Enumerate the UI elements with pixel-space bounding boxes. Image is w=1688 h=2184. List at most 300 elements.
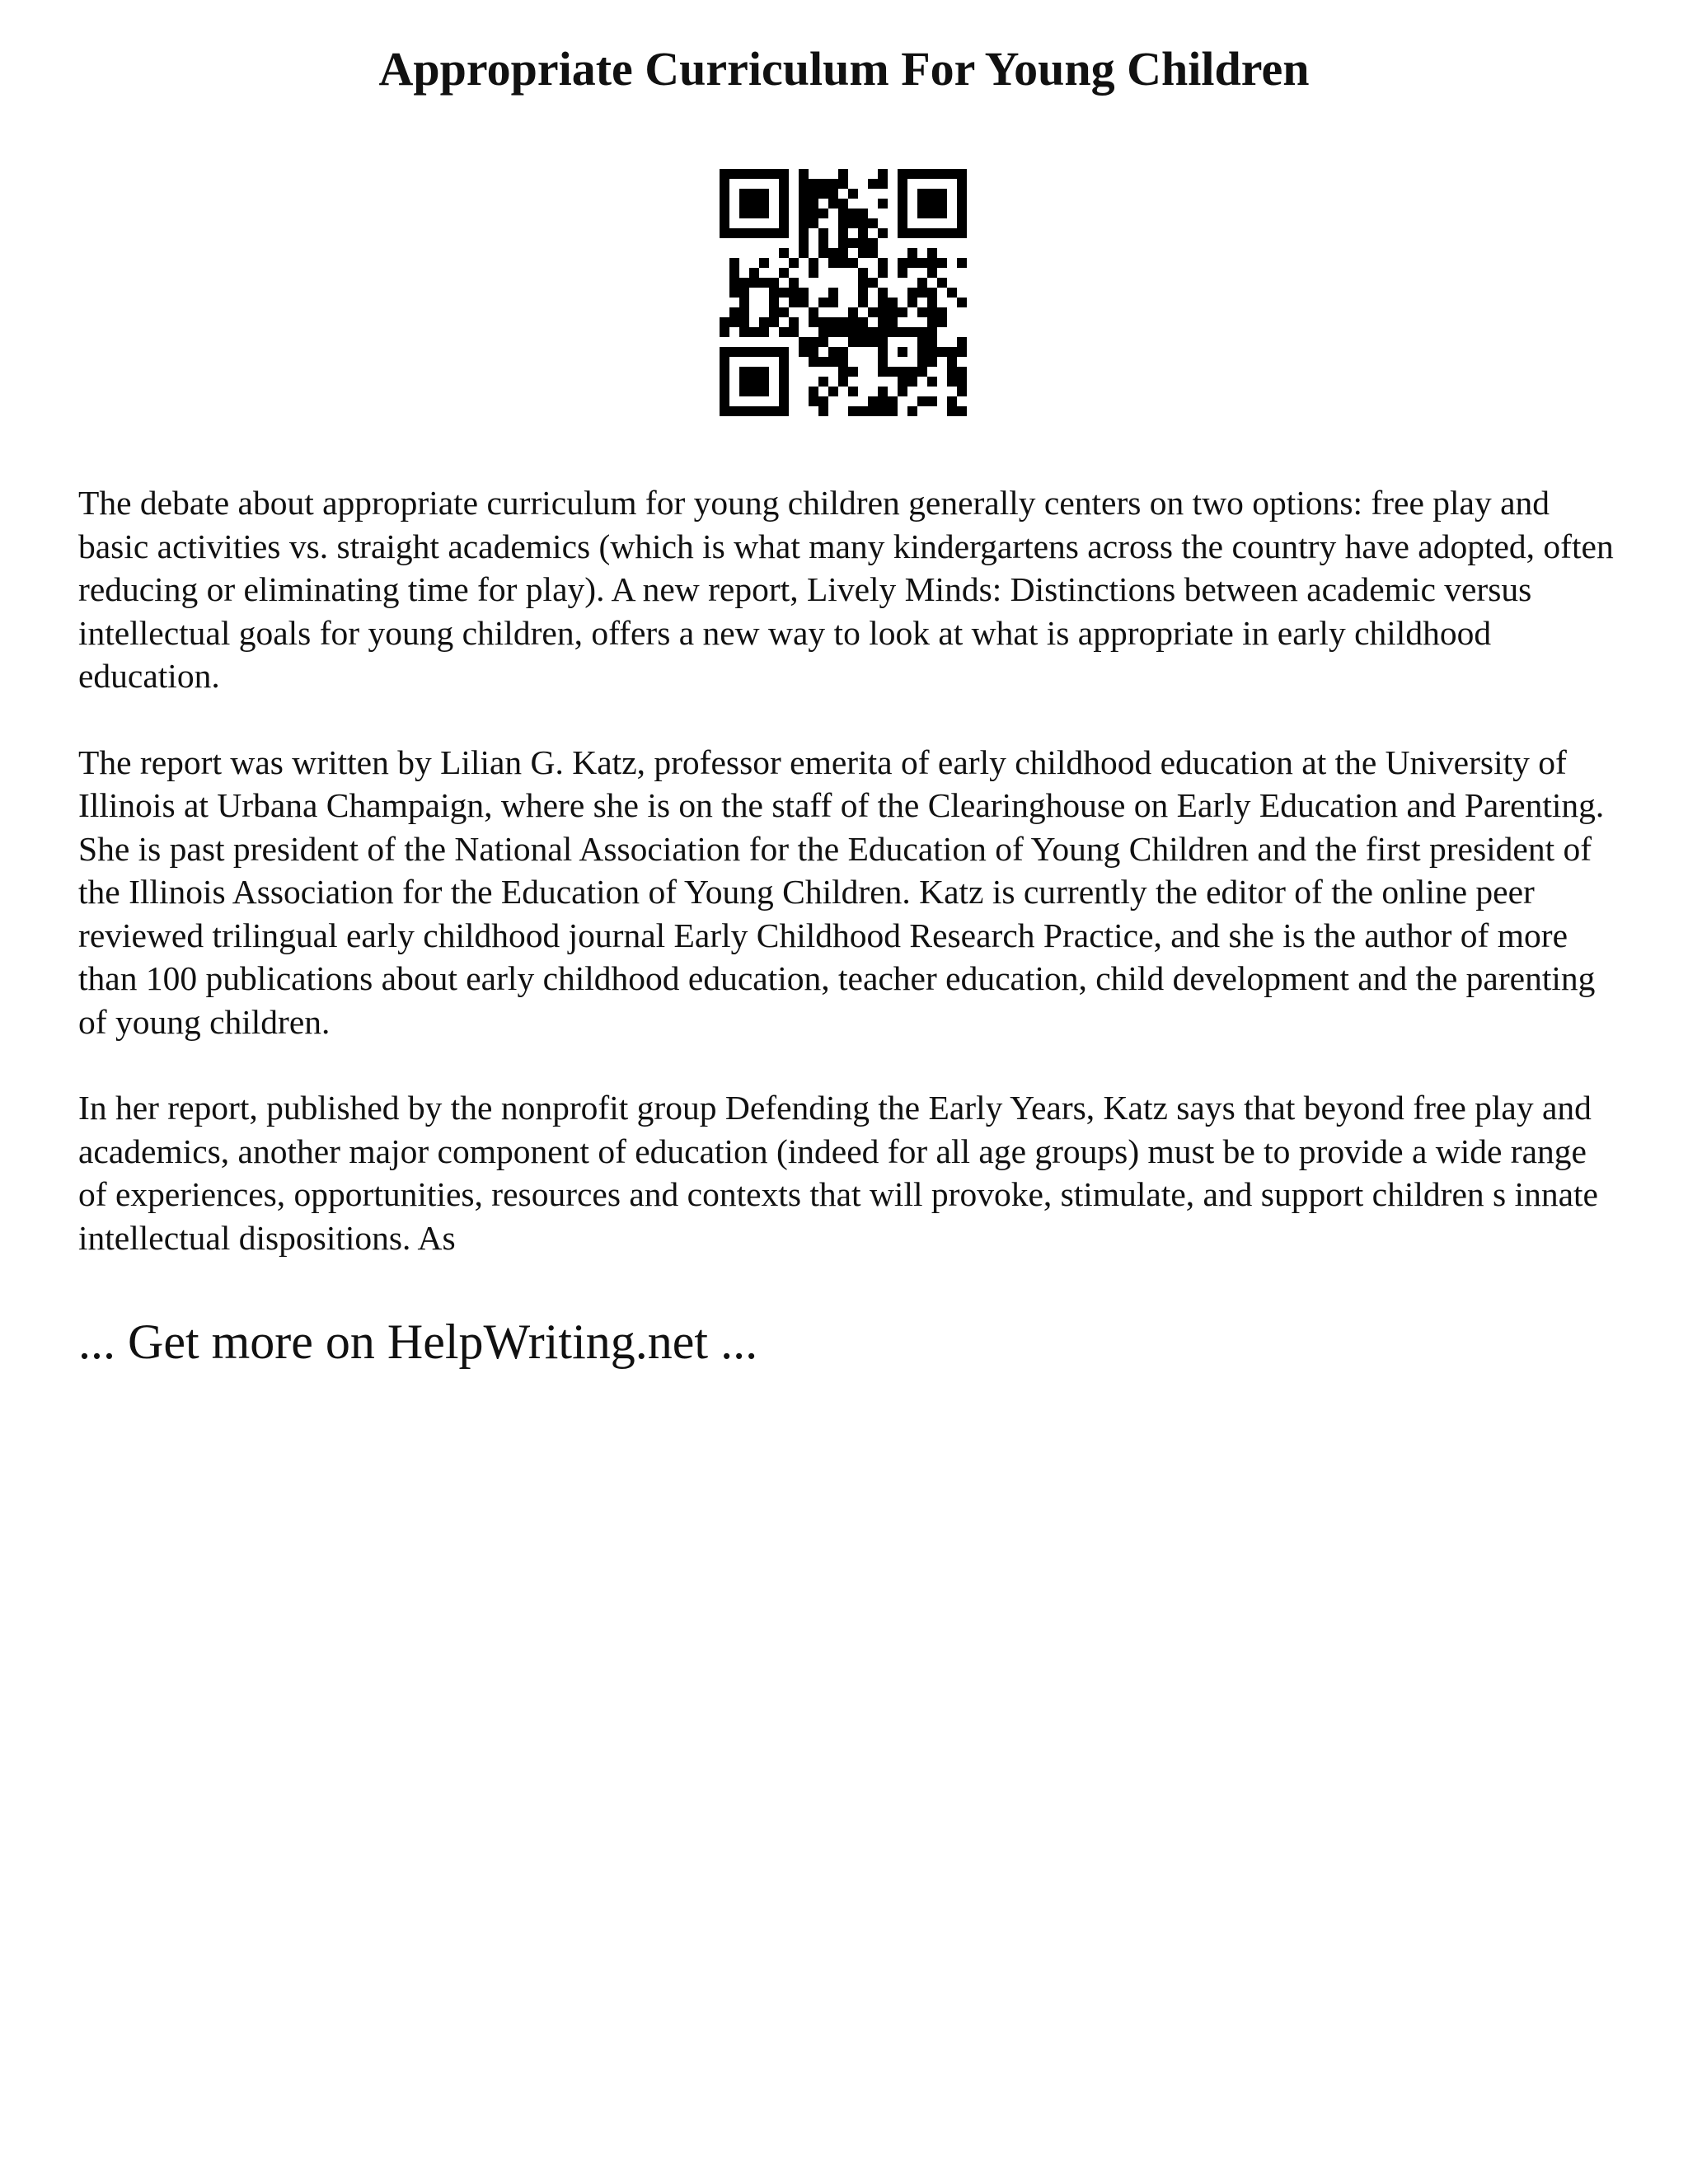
qr-module: [917, 288, 927, 298]
qr-module: [848, 406, 858, 416]
qr-module: [888, 317, 898, 327]
qr-module: [720, 218, 729, 228]
qr-module: [927, 268, 937, 278]
qr-module: [799, 169, 809, 179]
qr-module: [739, 377, 749, 387]
qr-module: [858, 298, 868, 307]
qr-module: [838, 248, 848, 258]
qr-module: [858, 327, 868, 337]
qr-module: [858, 317, 868, 327]
qr-module: [898, 228, 907, 238]
qr-module: [759, 377, 769, 387]
qr-module: [739, 209, 749, 218]
qr-module: [838, 347, 848, 357]
qr-module: [957, 189, 967, 199]
qr-module: [957, 406, 967, 416]
qr-module: [838, 238, 848, 248]
qr-module: [799, 288, 809, 298]
qr-module: [947, 357, 957, 367]
qr-module: [878, 228, 888, 238]
qr-module: [868, 248, 878, 258]
qr-module: [799, 189, 809, 199]
qr-module: [809, 218, 818, 228]
qr-module: [720, 377, 729, 387]
qr-module: [769, 278, 779, 288]
qr-module: [957, 179, 967, 189]
qr-module: [907, 288, 917, 298]
qr-module: [818, 396, 828, 406]
qr-module: [858, 218, 868, 228]
qr-module: [927, 337, 937, 347]
qr-module: [947, 396, 957, 406]
qr-module: [759, 228, 769, 238]
qr-module: [769, 288, 779, 298]
qr-module: [858, 288, 868, 298]
qr-module: [769, 228, 779, 238]
qr-module: [749, 367, 759, 377]
qr-module: [779, 327, 789, 337]
qr-module: [828, 357, 838, 367]
qr-module: [898, 258, 907, 268]
qr-module: [779, 248, 789, 258]
qr-module: [729, 307, 739, 317]
qr-module: [927, 209, 937, 218]
qr-module: [957, 337, 967, 347]
qr-module: [888, 307, 898, 317]
qr-module: [917, 258, 927, 268]
qr-module: [779, 357, 789, 367]
qr-module: [888, 396, 898, 406]
qr-module: [917, 327, 927, 337]
qr-module: [858, 209, 868, 218]
qr-module: [917, 307, 927, 317]
qr-module: [947, 347, 957, 357]
qr-module: [729, 317, 739, 327]
qr-module: [759, 317, 769, 327]
qr-module: [749, 406, 759, 416]
qr-module: [779, 396, 789, 406]
qr-module: [759, 387, 769, 396]
qr-module: [848, 337, 858, 347]
qr-module: [947, 228, 957, 238]
qr-module: [927, 396, 937, 406]
qr-module: [749, 189, 759, 199]
qr-module: [927, 307, 937, 317]
qr-module: [947, 406, 957, 416]
qr-module: [720, 199, 729, 209]
qr-module: [749, 268, 759, 278]
qr-module: [809, 209, 818, 218]
qr-module: [818, 209, 828, 218]
qr-module: [828, 248, 838, 258]
qr-module: [739, 169, 749, 179]
qr-module: [789, 298, 799, 307]
qr-module: [917, 199, 927, 209]
qr-module: [809, 179, 818, 189]
qr-module: [937, 347, 947, 357]
qr-module: [878, 268, 888, 278]
qr-module: [957, 298, 967, 307]
qr-module: [848, 317, 858, 327]
qr-module: [828, 317, 838, 327]
qr-module: [789, 317, 799, 327]
qr-module: [838, 179, 848, 189]
qr-module: [759, 209, 769, 218]
qr-module: [907, 169, 917, 179]
qr-module: [739, 307, 749, 317]
qr-module: [720, 396, 729, 406]
qr-module: [878, 357, 888, 367]
paragraph-3: In her report, published by the nonprofit group Defending the Early Years, Katz says that beyond free play and academics, another major component of education (indeed for all age groups) must be to provide a wide range of experiences, opportunities, resources and contexts that will provoke, stimulate, and support children s innate intellectual dispositions. As: [78, 1089, 1598, 1257]
qr-module: [739, 228, 749, 238]
qr-module: [937, 278, 947, 288]
qr-module: [917, 189, 927, 199]
document-title: Appropriate Curriculum For Young Children: [378, 42, 1310, 96]
qr-code-icon: [720, 169, 967, 416]
qr-module: [878, 169, 888, 179]
qr-module: [739, 288, 749, 298]
paragraph-2: The report was written by Lilian G. Katz, professor emerita of early childhood education at the University of Illinois at Urbana Champaign, where she is on the staff of the Clearinghouse on Early Education and Parenting. She is past president of the National Association for the Education of Young Children and the first president of the Illinois Association for the Education of Young Children. Katz is currently the editor of the online peer reviewed trilingual early childhood journal Early Childhood Research Practice, and she is the author of more than 100 publications about early childhood education, teacher education, child development and the parenting of young children.: [78, 743, 1605, 1041]
qr-module: [720, 357, 729, 367]
qr-module: [898, 199, 907, 209]
qr-module: [898, 169, 907, 179]
qr-module: [907, 248, 917, 258]
qr-module: [779, 209, 789, 218]
qr-module: [917, 367, 927, 377]
qr-module: [927, 327, 937, 337]
qr-module: [828, 387, 838, 396]
qr-module: [809, 387, 818, 396]
qr-module: [937, 317, 947, 327]
qr-module: [878, 367, 888, 377]
qr-module: [799, 179, 809, 189]
qr-module: [720, 367, 729, 377]
qr-module: [927, 298, 937, 307]
qr-module: [779, 218, 789, 228]
qr-module: [838, 357, 848, 367]
qr-module: [720, 179, 729, 189]
qr-module: [739, 199, 749, 209]
qr-module: [898, 268, 907, 278]
qr-module: [749, 327, 759, 337]
qr-module: [818, 327, 828, 337]
qr-module: [809, 396, 818, 406]
qr-module: [858, 238, 868, 248]
qr-module: [898, 209, 907, 218]
qr-module: [848, 258, 858, 268]
qr-module: [720, 406, 729, 416]
qr-module: [927, 169, 937, 179]
qr-module: [749, 209, 759, 218]
qr-module: [809, 357, 818, 367]
qr-module: [858, 278, 868, 288]
qr-module: [720, 169, 729, 179]
qr-module: [888, 298, 898, 307]
qr-module: [878, 317, 888, 327]
qr-module: [957, 209, 967, 218]
qr-module: [809, 258, 818, 268]
qr-module: [917, 228, 927, 238]
qr-module: [878, 396, 888, 406]
qr-module: [838, 377, 848, 387]
qr-module: [739, 406, 749, 416]
qr-module: [937, 209, 947, 218]
qr-module: [769, 169, 779, 179]
qr-module: [898, 347, 907, 357]
qr-module: [957, 377, 967, 387]
qr-module: [818, 248, 828, 258]
qr-module: [739, 347, 749, 357]
qr-module: [917, 209, 927, 218]
qr-module: [917, 357, 927, 367]
qr-module: [878, 406, 888, 416]
qr-module: [749, 387, 759, 396]
qr-module: [779, 228, 789, 238]
qr-module: [739, 387, 749, 396]
qr-module: [917, 347, 927, 357]
qr-module: [779, 406, 789, 416]
qr-module: [898, 327, 907, 337]
qr-module: [878, 258, 888, 268]
qr-module: [858, 248, 868, 258]
qr-module: [749, 278, 759, 288]
qr-module: [818, 406, 828, 416]
qr-module: [868, 278, 878, 288]
qr-module: [739, 317, 749, 327]
qr-module: [799, 298, 809, 307]
qr-module: [858, 228, 868, 238]
qr-module: [878, 337, 888, 347]
qr-module: [759, 169, 769, 179]
qr-module: [927, 347, 937, 357]
qr-module: [799, 228, 809, 238]
qr-module: [809, 347, 818, 357]
qr-module: [759, 258, 769, 268]
qr-module: [799, 199, 809, 209]
qr-module: [878, 347, 888, 357]
qr-module: [927, 377, 937, 387]
qr-module: [937, 228, 947, 238]
qr-module: [739, 327, 749, 337]
qr-module: [818, 179, 828, 189]
qr-module: [779, 347, 789, 357]
qr-module: [907, 367, 917, 377]
qr-module: [848, 189, 858, 199]
qr-module: [848, 307, 858, 317]
qr-module: [898, 377, 907, 387]
qr-module: [898, 367, 907, 377]
qr-module: [779, 367, 789, 377]
qr-module: [937, 169, 947, 179]
qr-module: [828, 199, 838, 209]
qr-module: [927, 199, 937, 209]
qr-module: [838, 228, 848, 238]
qr-module: [838, 327, 848, 337]
qr-module: [957, 387, 967, 396]
qr-module: [729, 278, 739, 288]
qr-module: [927, 317, 937, 327]
qr-module: [739, 189, 749, 199]
qr-module: [739, 278, 749, 288]
qr-module: [848, 327, 858, 337]
qr-module: [868, 406, 878, 416]
qr-module: [838, 258, 848, 268]
qr-module: [749, 228, 759, 238]
qr-module: [759, 367, 769, 377]
qr-module: [868, 307, 878, 317]
qr-module: [720, 189, 729, 199]
qr-module: [937, 258, 947, 268]
qr-module: [769, 317, 779, 327]
qr-module: [828, 258, 838, 268]
qr-module: [799, 238, 809, 248]
qr-module: [779, 189, 789, 199]
qr-module: [749, 169, 759, 179]
qr-module: [868, 218, 878, 228]
qr-module: [907, 377, 917, 387]
qr-module: [927, 248, 937, 258]
qr-module: [848, 387, 858, 396]
qr-module: [720, 317, 729, 327]
qr-module: [789, 288, 799, 298]
qr-module: [937, 189, 947, 199]
qr-module: [917, 396, 927, 406]
qr-module: [799, 337, 809, 347]
qr-module: [799, 347, 809, 357]
qr-module: [729, 228, 739, 238]
qr-module: [878, 298, 888, 307]
qr-module: [779, 268, 789, 278]
qr-module: [898, 307, 907, 317]
qr-module: [957, 199, 967, 209]
qr-module: [868, 327, 878, 337]
qr-module: [858, 268, 868, 278]
qr-module: [828, 298, 838, 307]
qr-module: [779, 288, 789, 298]
qr-module: [858, 337, 868, 347]
qr-module: [898, 387, 907, 396]
qr-module: [828, 288, 838, 298]
qr-module: [907, 406, 917, 416]
qr-module: [769, 298, 779, 307]
qr-module: [789, 258, 799, 268]
qr-module: [878, 327, 888, 337]
qr-module: [937, 307, 947, 317]
qr-module: [917, 337, 927, 347]
qr-module: [720, 327, 729, 337]
qr-module: [868, 337, 878, 347]
qr-module: [848, 367, 858, 377]
qr-module: [720, 347, 729, 357]
qr-module: [947, 288, 957, 298]
qr-module: [898, 218, 907, 228]
qr-module: [878, 288, 888, 298]
qr-module: [759, 199, 769, 209]
qr-module: [828, 327, 838, 337]
qr-module: [818, 377, 828, 387]
qr-module: [759, 347, 769, 357]
qr-module: [848, 218, 858, 228]
qr-module: [739, 367, 749, 377]
qr-module: [779, 307, 789, 317]
qr-module: [779, 377, 789, 387]
qr-module: [888, 406, 898, 416]
qr-module: [809, 268, 818, 278]
qr-module: [828, 189, 838, 199]
qr-module: [937, 199, 947, 209]
qr-module: [818, 298, 828, 307]
qr-module: [828, 347, 838, 357]
qr-module: [818, 228, 828, 238]
qr-module: [799, 218, 809, 228]
qr-module: [729, 288, 739, 298]
qr-module: [729, 406, 739, 416]
qr-module: [878, 179, 888, 189]
qr-module: [749, 347, 759, 357]
qr-module: [957, 228, 967, 238]
qr-module: [818, 189, 828, 199]
qr-module: [729, 258, 739, 268]
qr-module: [957, 347, 967, 357]
qr-module: [789, 278, 799, 288]
qr-module: [739, 298, 749, 307]
qr-module: [779, 179, 789, 189]
qr-module: [927, 228, 937, 238]
qr-module: [907, 228, 917, 238]
article-body: [78, 481, 1620, 1302]
qr-module: [848, 238, 858, 248]
qr-module: [769, 406, 779, 416]
qr-module: [799, 209, 809, 218]
get-more-link[interactable]: ... Get more on HelpWriting.net ...: [78, 1315, 758, 1369]
qr-module: [759, 327, 769, 337]
qr-module: [838, 367, 848, 377]
qr-module: [957, 367, 967, 377]
qr-module: [759, 278, 769, 288]
qr-module: [779, 199, 789, 209]
qr-module: [917, 169, 927, 179]
qr-module: [818, 357, 828, 367]
qr-module: [759, 406, 769, 416]
qr-module: [888, 367, 898, 377]
qr-module: [838, 209, 848, 218]
qr-module: [898, 179, 907, 189]
qr-module: [799, 248, 809, 258]
qr-module: [809, 317, 818, 327]
qr-module: [878, 387, 888, 396]
qr-module: [818, 238, 828, 248]
qr-module: [927, 357, 937, 367]
qr-module: [818, 337, 828, 347]
qr-module: [898, 189, 907, 199]
qr-module: [729, 169, 739, 179]
qr-module: [888, 327, 898, 337]
qr-module: [957, 169, 967, 179]
qr-module: [838, 317, 848, 327]
qr-module: [957, 218, 967, 228]
qr-module: [848, 209, 858, 218]
qr-module: [828, 179, 838, 189]
qr-module: [809, 337, 818, 347]
qr-module: [927, 189, 937, 199]
qr-module: [907, 327, 917, 337]
qr-module: [838, 218, 848, 228]
qr-module: [769, 347, 779, 357]
qr-module: [720, 387, 729, 396]
qr-module: [868, 179, 878, 189]
qr-module: [749, 199, 759, 209]
qr-module: [927, 288, 937, 298]
